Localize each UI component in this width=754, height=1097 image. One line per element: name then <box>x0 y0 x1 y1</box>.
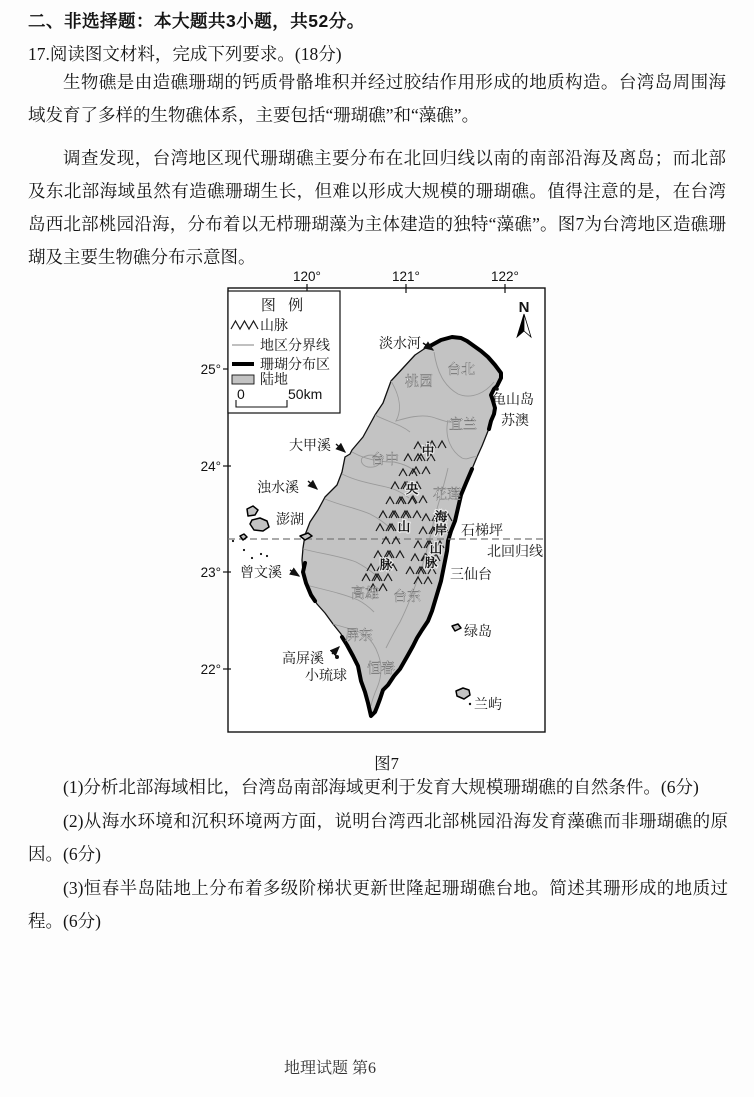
legend-item-land: 陆地 <box>260 371 288 387</box>
tamsui-river-label: 淡水河 <box>379 335 421 351</box>
reading-material <box>28 66 726 274</box>
legend-item-mountains: 山脉 <box>260 317 288 333</box>
material-paragraph-2: 调查发现，台湾地区现代珊瑚礁主要分布在北回归线以南的南部沿海及离岛；而北部及东北部海域虽然有造礁珊瑚生长，但难以形成大规模的珊瑚礁。值得注意的是，在台湾岛西北部桃园沿海，分布着以无栉珊瑚藻为主体建造的独特“藻礁”。图7为台湾地区造礁珊瑚及主要生物礁分布示意图。 <box>28 148 726 267</box>
sanxiantai-label: 三仙台 <box>450 566 492 582</box>
legend-land-symbol <box>232 375 254 384</box>
latitude-label-25: 25° <box>200 362 221 377</box>
central-range-char-2: 央 <box>405 482 419 496</box>
kaohsiung-label: 高雄 <box>351 585 379 601</box>
latitude-label-23: 23° <box>200 565 221 580</box>
taipei-label: 台北 <box>447 361 475 377</box>
taoyuan-label: 桃园 <box>405 373 433 389</box>
scale-zero: 0 <box>237 386 245 402</box>
coastal-range-char-4: 脉 <box>424 556 438 570</box>
coastal-range-char-2: 岸 <box>434 523 448 537</box>
xiaoliuqiu-dot <box>335 655 339 659</box>
central-range-char-1: 中 <box>421 444 435 458</box>
page-footer: 地理试题 第6 <box>283 1060 376 1077</box>
sub-question-1: (1)分析北部海域相比，台湾岛南部海域更利于发育大规模珊瑚礁的自然条件。(6分) <box>63 777 699 797</box>
shitiping-label: 石梯坪 <box>461 522 503 538</box>
yilan-label: 宜兰 <box>449 416 477 432</box>
latitude-label-22: 22° <box>200 662 221 677</box>
figure-caption: 图7 <box>374 754 399 773</box>
coastal-range-char-1: 海 <box>434 510 448 524</box>
hualien-label: 花莲 <box>433 486 461 502</box>
longitude-label-120: 120° <box>293 269 321 284</box>
zengwen-river-label: 曾文溪 <box>240 564 282 580</box>
lanyu-label: 兰屿 <box>474 696 502 712</box>
latitude-label-24: 24° <box>200 459 221 474</box>
section-header: 二、非选择题：本大题共3小题，共52分。 <box>28 11 365 31</box>
zhuoshui-river-label: 浊水溪 <box>257 479 299 495</box>
longitude-label-121: 121° <box>392 269 420 284</box>
dajia-river-label: 大甲溪 <box>289 437 331 453</box>
guishan-island-label: 龟山岛 <box>492 391 534 407</box>
longitude-label-122: 122° <box>491 269 519 284</box>
coastal-range-char-3: 山 <box>429 542 443 556</box>
xiaoliuqiu-label: 小琉球 <box>305 667 347 683</box>
north-label: N <box>518 299 530 316</box>
sub-question-3: (3)恒春半岛陆地上分布着多级阶梯状更新世隆起珊瑚礁台地。简述其珊形成的地质过程。(6分) <box>28 877 728 931</box>
central-range-char-4: 脉 <box>379 558 393 572</box>
central-range-char-3: 山 <box>397 520 411 534</box>
material-paragraph-1: 生物礁是由造礁珊瑚的钙质骨骼堆积并经过胶结作用形成的地质构造。台湾岛周围海域发育了多样的生物礁体系，主要包括“珊瑚礁”和“藻礁”。 <box>28 72 726 125</box>
gaoping-river-label: 高屏溪 <box>282 650 324 666</box>
legend-title: 图 例 <box>260 297 308 314</box>
scale-distance: 50km <box>288 386 323 402</box>
penghu-label: 澎湖 <box>276 511 304 527</box>
tropic-of-cancer-label: 北回归线 <box>487 543 543 559</box>
suao-label: 苏澳 <box>501 412 529 428</box>
map-legend <box>228 291 340 413</box>
sub-question-2: (2)从海水环境和沉积环境两方面，说明台湾西北部桃园沿海发育藻礁而非珊瑚礁的原因。(6分) <box>28 810 728 864</box>
question-17-intro: 17.阅读图文材料，完成下列要求。(18分) <box>28 44 342 64</box>
taitung-label: 台东 <box>393 588 421 604</box>
sub-questions <box>28 771 728 939</box>
taichung-label: 台中 <box>371 451 399 467</box>
penghu-island-2 <box>250 518 269 531</box>
pingtung-label: 屏东 <box>345 627 373 643</box>
legend-item-boundary: 地区分界线 <box>260 337 330 353</box>
green-island-label: 绿岛 <box>464 623 492 639</box>
taiwan-coral-map <box>180 258 570 744</box>
legend-item-coral: 珊瑚分布区 <box>260 356 330 372</box>
hengchun-label: 恒春 <box>367 660 395 676</box>
